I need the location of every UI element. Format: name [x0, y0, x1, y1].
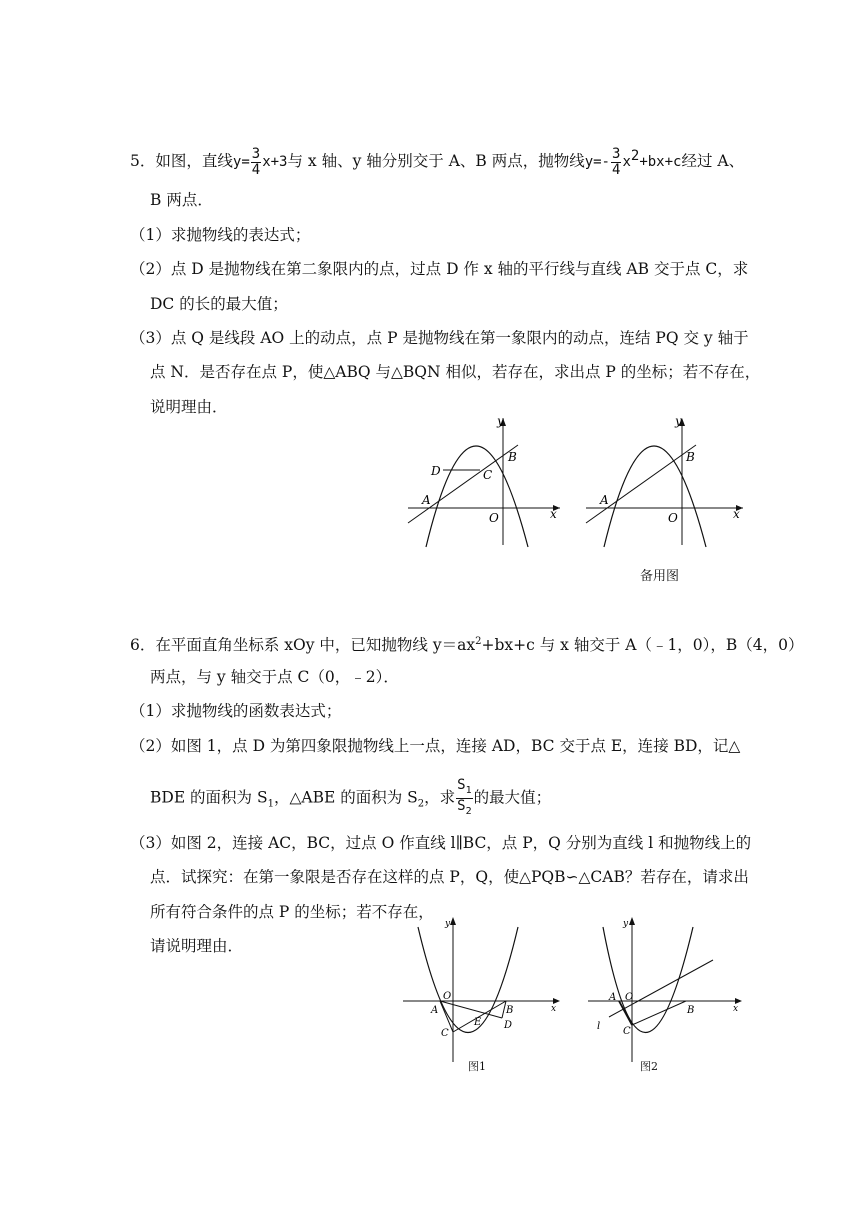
p5-q2a: （2）点 D 是抛物线在第二象限内的点，过点 D 作 x 轴的平行线与直线 AB 交于点 C，求 [130, 260, 749, 278]
figure-1-caption: 图1 [468, 1060, 486, 1073]
p6-line-2: 两点，与 y 轴交于点 C（0，﹣2）． [150, 668, 399, 686]
point-label-b: B [686, 450, 695, 464]
axis-label-y: y [445, 919, 451, 929]
p5-q3c: 说明理由． [150, 398, 228, 416]
p6-q3d: 请说明理由． [150, 937, 244, 955]
axis-label-x: x [733, 1004, 739, 1014]
text: 如图，直线 [155, 152, 233, 171]
origin-label: O [489, 511, 499, 525]
p6-line-1 [130, 632, 804, 655]
p5-line-2: B 两点． [150, 191, 213, 209]
p5-figure-main [400, 415, 565, 550]
point-label-a: A [431, 1005, 439, 1016]
point-label-c: C [441, 1028, 449, 1039]
point-label-e: E [474, 1017, 482, 1028]
p5-q1: （1）求抛物线的表达式； [130, 226, 311, 244]
fraction: $\frac{3}{4}$ [612, 145, 621, 178]
point-label-b: B [508, 450, 517, 464]
text: +bx+c 与 x 轴交于 A（﹣1，0），B（4，0） [481, 636, 804, 655]
equation-tail: +bx+c [639, 154, 682, 171]
p5-line-1 [130, 146, 744, 178]
p5-q2b: DC 的长的最大值； [150, 295, 288, 313]
point-label-a: A [422, 493, 431, 507]
fraction: $\frac{3}{4}$ [251, 145, 261, 178]
equation-lhs: y= [232, 154, 250, 171]
axis-label-y: y [623, 919, 629, 929]
point-label-b: B [506, 1005, 514, 1016]
point-label-b: B [687, 1005, 695, 1016]
equation-lhs: y=- [584, 154, 610, 171]
p6-q3b: 点．试探究：在第一象限是否存在这样的点 P，Q，使△PQB∽△CAB？若存在，请求出 [150, 868, 749, 886]
origin-label: O [443, 991, 452, 1002]
problem-number: 6． [130, 636, 156, 655]
line-label-l: l [597, 1021, 601, 1032]
axis-label-y: y [675, 415, 682, 428]
p6-q3c: 所有符合条件的点 P 的坐标；若不存在， [150, 903, 434, 921]
figure-2-caption: 图2 [640, 1060, 658, 1073]
p6-q1: （1）求抛物线的函数表达式； [130, 702, 342, 720]
point-label-c: C [483, 468, 493, 482]
p6-figure-2 [583, 912, 753, 1072]
problem-number: 5． [130, 152, 156, 171]
exponent: 2 [475, 636, 482, 647]
axis-label-x: x [551, 1004, 557, 1014]
point-label-a: A [600, 493, 609, 507]
point-label-d: D [504, 1020, 513, 1031]
axis-label-x: x [550, 507, 557, 521]
p5-q3a: （3）点 Q 是线段 AO 上的动点，点 P 是抛物线在第一象限内的动点，连结 PQ 交 y 轴于 [130, 329, 749, 347]
axis-label-x: x [733, 507, 740, 521]
spare-figure-caption: 备用图 [640, 569, 680, 584]
equation-rhs: x+3 [262, 154, 288, 171]
point-label-c: C [623, 1026, 631, 1037]
p5-q3b: 点 N．是否存在点 P，使△ABQ 与△BQN 相似，若存在，求出点 P 的坐标；若不存在， [150, 363, 761, 381]
origin-label: O [668, 511, 678, 525]
p6-q3a: （3）如图 2，连接 AC，BC，过点 O 作直线 l∥BC，点 P，Q 分别为直线 l 和抛物线上的 [130, 834, 752, 852]
p6-q2a: （2）如图 1，点 D 为第四象限抛物线上一点，连接 AD，BC 交于点 E，连接 BD，记△ [130, 737, 741, 755]
origin-label: O [625, 992, 634, 1003]
point-label-a: A [609, 992, 617, 1003]
text: 与 x 轴、y 轴分别交于 A、B 两点，抛物线 [287, 152, 585, 171]
p6-figure-1 [398, 912, 568, 1072]
text: 在平面直角坐标系 xOy 中，已知抛物线 y＝ax [155, 636, 476, 655]
text: 经过 A、 [681, 152, 745, 171]
p6-q2b: BDE 的面积为 $S_1$，△ABE 的面积为 $S_2$，求 $\frac{S_1}{S_2}$ 的最大值； [150, 777, 552, 817]
exponent: 2 [630, 148, 640, 164]
p5-figure-spare [578, 415, 748, 550]
fraction-s1-s2: $\frac{S_1}{S_2}$ [457, 777, 472, 817]
point-label-d: D [431, 464, 441, 478]
axis-label-y: y [497, 415, 504, 428]
equation-rhs: x [622, 154, 631, 171]
